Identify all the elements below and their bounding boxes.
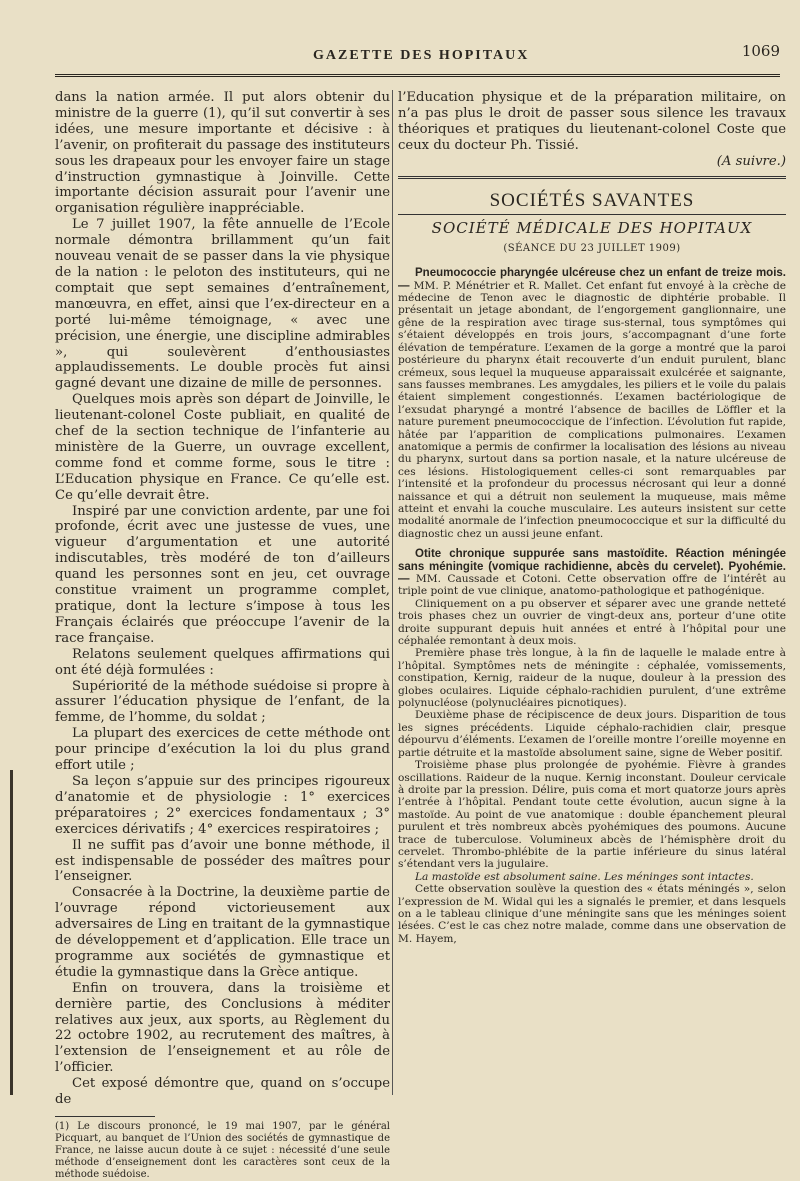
page-number: 1069 (741, 42, 780, 60)
paragraph: Supériorité de la méthode suédoise si propre à assurer l’éducation physique de l’enfant, de la femme, de l’homme, du soldat ; (55, 678, 390, 726)
paragraph: Cet exposé démontre que, quand on s’occupe de (55, 1076, 390, 1108)
society-title: SOCIÉTÉ MÉDICALE DES HOPITAUX (431, 219, 753, 238)
article-heading: Pneumococcie pharyngée ulcéreuse chez un enfant de treize mois. — (398, 267, 786, 292)
article-heading: Otite chronique suppurée sans mastoïdite. Réaction méningée sans méningite (vomique rachidienne, abcès du cervelet). Pyohémie. — (398, 548, 786, 585)
paragraph: Enfin on trouvera, dans la troisième et dernière partie, des Conclusions à méditer relatives aux jeux, aux sports, au Règlement du 22 octobre 1902, au recrutement des maîtres, à l’extension de l’enseignement et au rôle de l’officier. (55, 980, 390, 1076)
paragraph: Deuxième phase de récipiscence de deux jours. Disparition de tous les signes précédents. Liquide céphalo-rachidien clair, presque dépourvu d’éléments. L’examen de l’oreille montre l’oreille moyenne en partie détruite et la mastoïde absolument saine, signe de Weber positif. (398, 709, 786, 759)
paragraph: Il ne suffit pas d’avoir une bonne méthode, il est indispensable de posséder des maîtres pour l’enseigner. (55, 837, 390, 885)
paragraph: Cliniquement on a pu observer et séparer avec une grande netteté trois phases chez un ouvrier de vingt-deux ans, porteur d’une otite droite suppurant depuis huit années et entré à l’hôpital pour une céphalée remontant à deux mois. (398, 597, 786, 648)
header-rule (55, 74, 780, 77)
paragraph: Troisième phase plus prolongée de pyohémie. Fièvre à grandes oscillations. Raideur de la nuque. Kernig inconstant. Douleur cervicale à droite par la pression. Délire, puis coma et mort quatorze jours après l’entrée à l’hôpital. Pendant toute cette évolution, aucun signe à la mastoïde. Au point de vue anatomique : double épanchement pleural purulent et très nombreux abcès pyohémiques des poumons. Aucune trace de tuberculose. Volumineux abcès de l’hémisphère droit du cervelet. Thrombo-phlébite de la partie inférieure du sinus latéral s’étendant vers la jugulaire. (398, 759, 786, 871)
running-title: GAZETTE DES HOPITAUX (313, 48, 530, 63)
paragraph: Relatons seulement quelques affirmations qui ont été déjà formulées : (55, 646, 390, 678)
section-rule (398, 176, 786, 179)
footnote-rule (55, 1116, 155, 1117)
continued-paragraph: l’Education physique et de la préparation militaire, on n’a pas plus le droit de passer sous silence les travaux théoriques et pratiques du lieutenant-colonel Coste que ceux du docteur Ph. Tissié. (398, 90, 786, 153)
article-body: MM. Caussade et Cotoni. Cette observation offre de l’intérêt au triple point de vue clinique, anatomo-pathologique et pathogénique. (398, 573, 786, 598)
section-rule (398, 214, 786, 215)
paragraph: La mastoïde est absolument saine. Les méninges sont intactes. (415, 870, 754, 883)
article-body: MM. P. Ménétrier et R. Mallet. Cet enfant fut envoyé à la crèche de médecine de Tenon avec le diagnostic de diphtérie probable. Il présentait un jetage abondant, de l’engorgement ganglionnaire, une gêne de la respiration avec tirage sus-sternal, tous symptômes qui s’étaient développés en trois jours, s’accompagnant d’une forte élévation de température. L’examen de la gorge a montré que la paroi postérieure du pharynx était recouverte d’un enduit purulent, blanc crémeux, sous lequel la muqueuse apparaissait exulcérée et saignante, sans fausses membranes. Les amygdales, les piliers et le voile du palais étaient simplement congestionnés. L’examen bactériologique de l’exsudat pharyngé a montré l’absence de bacilles de Löffler et la nature purement pneumococcique de l’infection. L’évolution fut rapide, hâtée par l’apparition de complications pulmonaires. L’examen anatomique a permis de confirmer la localisation des lésions au niveau du pharynx, surtout dans sa portion nasale, et la nature ulcéreuse de ces lésions. Histologiquement celles-ci sont remarquables par l’intensité et la profondeur du processus nécrosant qui leur a donné naissance et qui a détruit non seulement la muqueuse, mais même atteint et envahi la couche musculaire. Les auteurs insistent sur cette modalité anormale de l’infection pneumococcique et sur la difficulté du diagnostic chez un aussi jeune enfant. (398, 279, 786, 540)
left-column (55, 90, 390, 1181)
paragraph: Consacrée à la Doctrine, la deuxième partie de l’ouvrage répond victorieusement aux adversaires de Ling en traitant de la gymnastique de développement et d’application. Elle trace un programme aux sociétés de gymnastique et étudie la gymnastique dans la Grèce antique. (55, 885, 390, 980)
page-header (55, 42, 780, 68)
article-otite (398, 548, 786, 945)
column-divider (392, 90, 393, 1095)
paragraph: Inspiré par une conviction ardente, par une foi profonde, écrit avec une justesse de vues, une vigueur d’argumentation et une autorité indiscutables, très modéré de ton d’ailleurs quand les personnes sont en jeu, cet ouvrage constitue vraiment un programme complet, pratique, dont la lecture s’impose à tous les Français éclairés que préoccupe l’avenir de la race française. (55, 503, 390, 646)
section-title: SOCIÉTÉS SAVANTES (489, 189, 695, 211)
paragraph: Sa leçon s’appuie sur des principes rigoureux d’anatomie et de physiologie : 1° exercices préparatoires ; 2° exercices fondamentaux ; 3° exercices dérivatifs ; 4° exercices respiratoires ; (55, 773, 390, 837)
margin-bar (10, 770, 13, 1095)
session-date: (SÉANCE DU 23 JUILLET 1909) (503, 243, 681, 255)
paragraph: Le 7 juillet 1907, la fête annuelle de l’Ecole normale démontra brillamment qu’un fait nouveau venait de se passer dans la vie physique de la nation : le peloton des instituteurs, qui ne comptait que sept semaines d’entraînement, manœuvra, en effet, ainsi que l’ex-directeur en a porté lui-même témoignage, « avec une précision, une énergie, une discipline admirables », qui soulevèrent d’enthousiastes applaudissements. Le double procès fut ainsi gagné devant une dizaine de mille de personnes. (55, 217, 390, 392)
to-be-continued: (A suivre.) (716, 153, 786, 169)
paragraph: Quelques mois après son départ de Joinville, le lieutenant-colonel Coste publiait, en qualité de chef de la section technique de l’infanterie au ministère de la Guerre, un ouvrage excellent, comme fond et comme forme, sous le titre : L’Education physique en France. Ce qu’elle est. Ce qu’elle devrait être. (55, 392, 390, 503)
footnote: (1) Le discours prononcé, le 19 mai 1907, par le général Picquart, au banquet de l’Union des sociétés de gymnastique de France, ne laisse aucun doute à ce sujet : nécessité d’une seule méthode d’enseignement dont les caractères sont ceux de la méthode suédoise. (55, 1121, 390, 1180)
right-column (398, 90, 786, 945)
paragraph: La plupart des exercices de cette méthode ont pour principe d’exécution la loi du plus grand effort utile ; (55, 726, 390, 774)
paragraph: dans la nation armée. Il put alors obtenir du ministre de la guerre (1), qu’il sut convertir à ses idées, une mesure importante et décisive : à l’avenir, on profiterait du passage des instituteurs sous les drapeaux pour les envoyer faire un stage d’instruction gymnastique à Joinville. Cette importante décision assurait pour l’avenir une organisation régulière inappréciable. (55, 90, 390, 217)
article-pneumococcie (398, 267, 786, 540)
paragraph: Première phase très longue, à la fin de laquelle le malade entre à l’hôpital. Symptômes nets de méningite : céphalée, vomissements, constipation, Kernig, raideur de la nuque, douleur à la pression des globes oculaires. Liquide céphalo-rachidien purulent, d’une extrême polynucléose (polynucléaires picnotiques). (398, 647, 786, 710)
paragraph: Cette observation soulève la question des « états méningés », selon l’expression de M. Widal qui les a signalés le premier, et dans lesquels on a le tableau clinique d’une méningite sans que les méninges soient lésées. C’est le cas chez notre malade, comme dans une observation de M. Hayem, (398, 883, 786, 945)
